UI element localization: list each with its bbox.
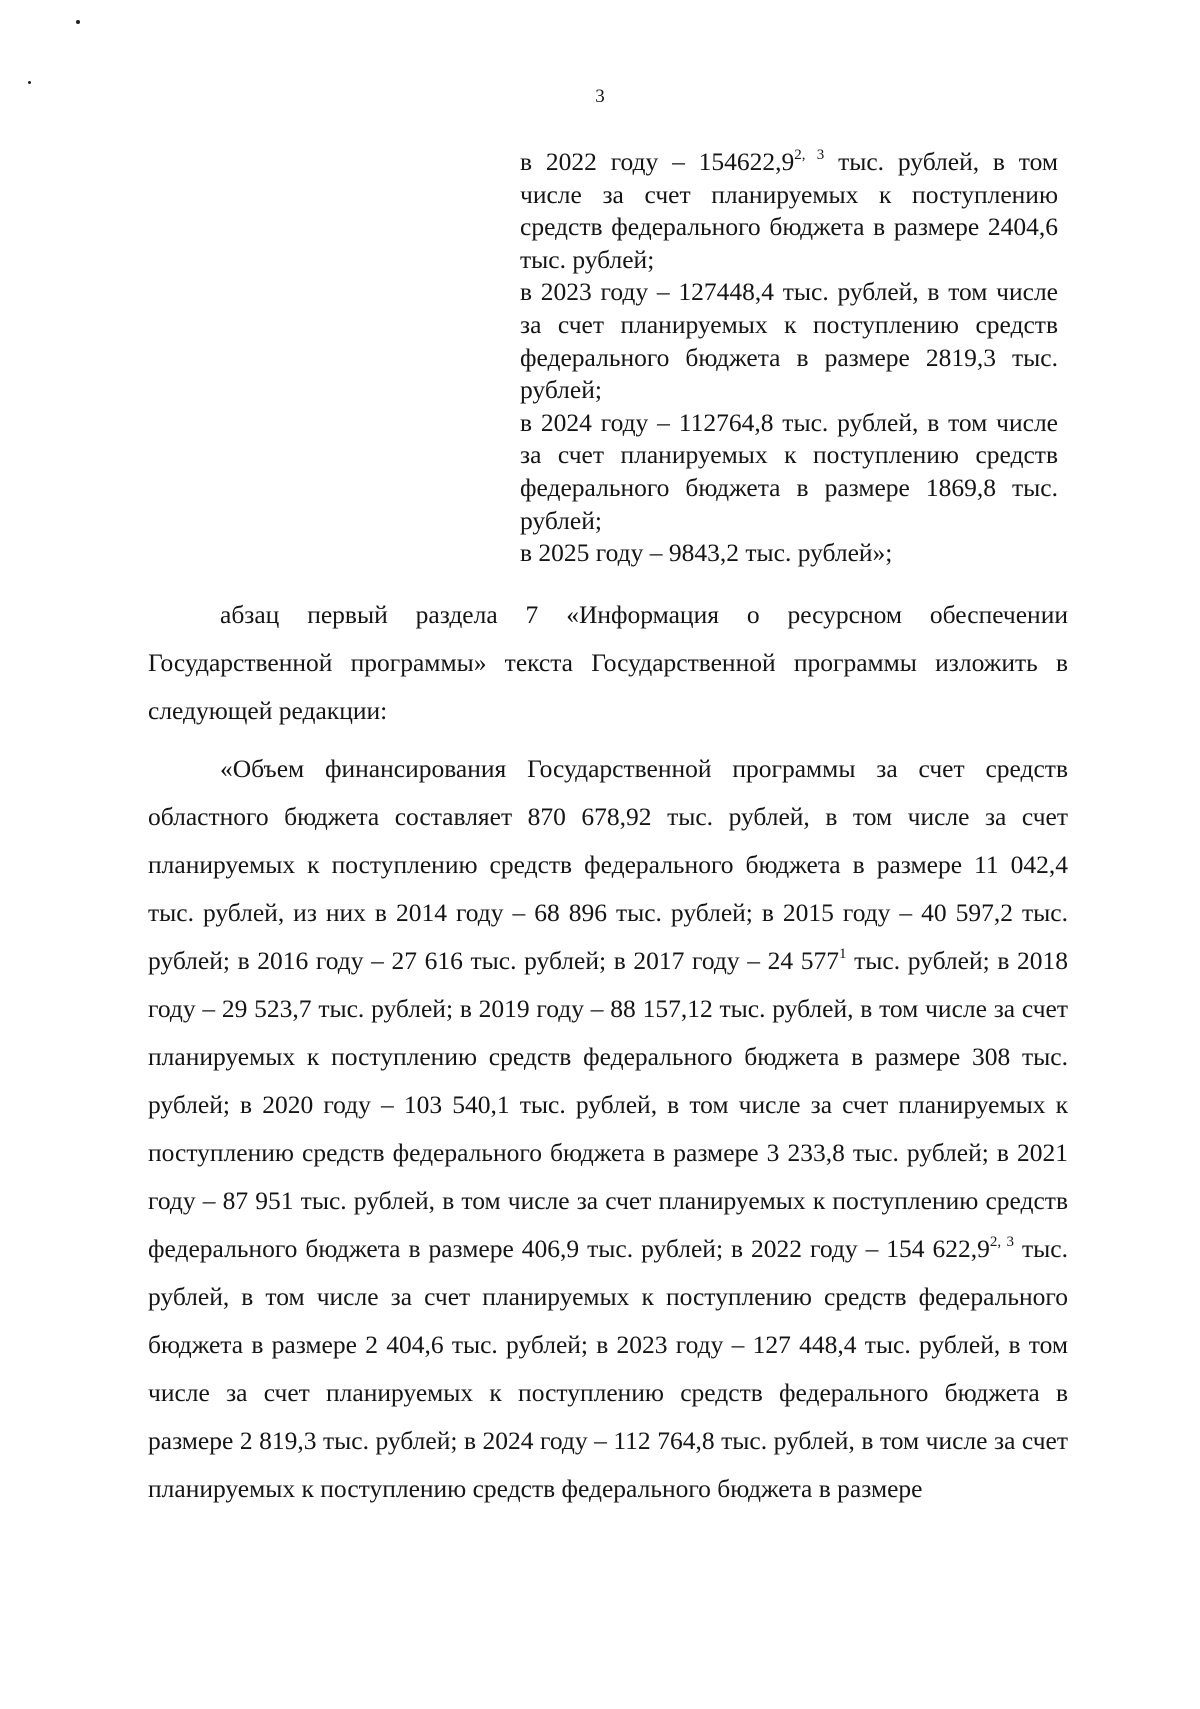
financing-text: «Объем финансирования Государственной программы за счет средств областного бюджета составляет 870 678,92 тыс. рублей, в том числе за счет планируемых к поступлению средств федерального бюджета в размере 11 042,4 тыс. рублей, из них в 2014 году – 68 896 тыс. рублей; в 2015 году – 40 597,2 тыс. рублей; в 2016 году – 27 616 тыс. рублей; в 2017 году – 24 577 [148,754,1068,975]
budget-by-year-list [520,146,1058,570]
budget-entry-2023 [520,276,1058,406]
budget-entry-2022 [520,146,1058,276]
budget-entry-text: в 2025 году – 9843,2 тыс. рублей»; [520,538,893,568]
budget-entry-text: в 2023 году – 127448,4 тыс. рублей, в том числе за счет планируемых к поступлению средств федерального бюджета в размере 2819,3 тыс. рублей; [520,277,1058,405]
budget-entry-2024 [520,407,1058,537]
financing-text: тыс. рублей; в 2018 году – 29 523,7 тыс. рублей; в 2019 году – 88 157,12 тыс. рублей, в том числе за счет планируемых к поступлению средств федерального бюджета в размере 308 тыс. рублей; в 2020 году – 103 540,1 тыс. рублей, в том числе за счет планируемых к поступлению средств федерального бюджета в размере 3 233,8 тыс. рублей; в 2021 году – 87 951 тыс. рублей, в том числе за счет планируемых к поступлению средств федерального бюджета в размере 406,9 тыс. рублей; в 2022 году – 154 622,9 [148,946,1069,1263]
amendment-paragraph: абзац первый раздела 7 «Информация о ресурсном обеспечении Государственной программы» текста Государственной программы изложить в следующей редакции: [148,600,1068,725]
budget-entry-text: в 2022 году – 154622,9 [520,147,795,176]
financing-paragraph [148,745,1068,1513]
footnote-ref: 2, 3 [989,1234,1015,1250]
main-text [148,591,1068,1513]
page-number: 3 [595,86,605,107]
budget-entry-text: в 2024 году – 112764,8 тыс. рублей, в том числе за счет планируемых к поступлению средств федерального бюджета в размере 1869,8 тыс. рублей; [520,407,1058,535]
financing-text: тыс. рублей, в том числе за счет планируемых к поступлению средств федерального бюджета в размере 2 404,6 тыс. рублей; в 2023 году – 127 448,4 тыс. рублей, в том числе за счет планируемых к поступлению средств федерального бюджета в размере 2 819,3 тыс. рублей; в 2024 году – 112 764,8 тыс. рублей, в том числе за счет планируемых к поступлению средств федерального бюджета в размере [148,1234,1068,1503]
budget-entry-2025 [520,537,1058,570]
footnote-ref: 1 [839,946,847,962]
footnote-ref: 2, 3 [794,147,825,163]
budget-entry-text: тыс. рублей, в том числе за счет планируемых к поступлению средств федерального бюджета в размере 2404,6 тыс. рублей; [520,147,1059,274]
scan-speck [28,81,31,84]
scan-speck [76,20,80,24]
